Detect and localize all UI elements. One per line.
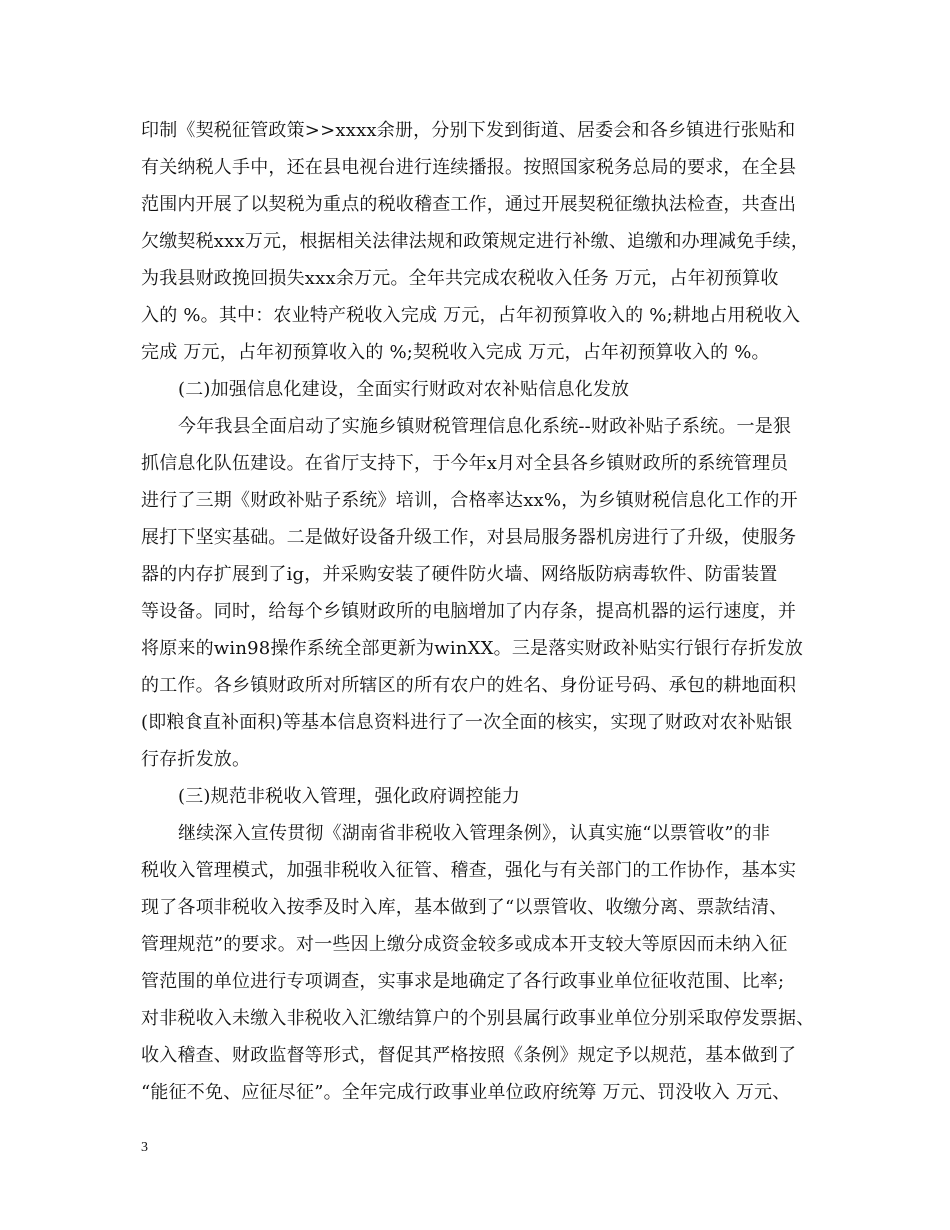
body-text-line: 有关纳税人手中，还在县电视台进行连续播报。按照国家税务总局的要求，在全县 — [141, 157, 797, 178]
body-text-line: 现了各项非税收入按季及时入库，基本做到了“以票管收、收缴分离、票款结清、 — [141, 897, 788, 918]
section-heading: (三)规范非税收入管理，强化政府调控能力 — [178, 786, 521, 807]
body-text-line: “能征不免、应征尽征”。全年完成行政事业单位政府统筹 万元、罚没收入 万元、 — [141, 1082, 791, 1103]
body-text-line: 器的内存扩展到了ig，并采购安装了硬件防火墙、网络版防病毒软件、防雷装置 — [141, 564, 778, 585]
body-text-line: 的工作。各乡镇财政所对所辖区的所有农户的姓名、身份证号码、承包的耕地面积 — [141, 675, 797, 696]
body-text-line: (即粮食直补面积)等基本信息资料进行了一次全面的核实，实现了财政对农补贴银 — [141, 712, 793, 733]
body-text-line: 管理规范”的要求。对一些因上缴分成资金较多或成本开支较大等原因而未纳入征 — [141, 934, 788, 955]
section-heading: (二)加强信息化建设，全面实行财政对农补贴信息化发放 — [178, 379, 630, 400]
body-text-line: 入的 %。其中：农业特产税收入完成 万元，占年初预算收入的 %;耕地占用税收入 — [141, 305, 801, 326]
body-text-line: 继续深入宣传贯彻《湖南省非税收入管理条例》，认真实施“以票管收”的非 — [178, 823, 771, 844]
body-text-line: 印制《契税征管政策>>xxxx余册，分别下发到街道、居委会和各乡镇进行张贴和 — [141, 120, 796, 141]
body-text-line: 今年我县全面启动了实施乡镇财税管理信息化系统--财政补贴子系统。一是狠 — [178, 416, 792, 437]
page-number: 3 — [141, 1140, 148, 1155]
body-text-line: 为我县财政挽回损失xxx余万元。全年共完成农税收入任务 万元，占年初预算收 — [141, 268, 779, 289]
body-text-line: 将原来的win98操作系统全部更新为winXX。三是落实财政补贴实行银行存折发放 — [141, 638, 804, 659]
body-text-line: 收入稽查、财政监督等形式，督促其严格按照《条例》规定予以规范，基本做到了 — [141, 1045, 797, 1066]
body-text-line: 对非税收入未缴入非税收入汇缴结算户的个别县属行政事业单位分别采取停发票据、 — [141, 1008, 815, 1029]
body-text-line: 行存折发放。 — [141, 749, 251, 770]
body-text-line: 进行了三期《财政补贴子系统》培训，合格率达xx%，为乡镇财税信息化工作的开 — [141, 490, 798, 511]
body-text-line: 展打下坚实基础。二是做好设备升级工作，对县局服务器机房进行了升级，使服务 — [141, 527, 797, 548]
body-text-line: 管范围的单位进行专项调查，实事求是地确定了各行政事业单位征收范围、比率; — [141, 971, 785, 992]
body-text-line: 欠缴契税xxx万元，根据相关法律法规和政策规定进行补缴、追缴和办理减免手续， — [141, 231, 810, 252]
body-text-line: 抓信息化队伍建设。在省厅支持下，于今年x月对全县各乡镇财政所的系统管理员 — [141, 453, 789, 474]
body-text-line: 税收入管理模式，加强非税收入征管、稽查，强化与有关部门的工作协作，基本实 — [141, 860, 797, 881]
body-text-line: 等设备。同时，给每个乡镇财政所的电脑增加了内存条，提高机器的运行速度，并 — [141, 601, 797, 622]
body-text-line: 范围内开展了以契税为重点的税收稽查工作，通过开展契税征缴执法检查，共查出 — [141, 194, 797, 215]
body-text-line: 完成 万元，占年初预算收入的 %;契税收入完成 万元，占年初预算收入的 %。 — [141, 342, 770, 363]
